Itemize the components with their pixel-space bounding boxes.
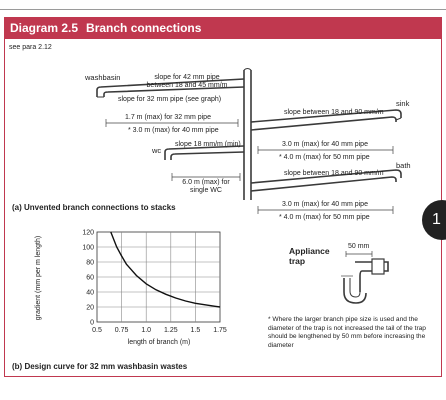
diagram-title: Branch connections	[86, 21, 202, 35]
chart-x-tick-label: 1.5	[190, 327, 201, 334]
chart-y-tick-label: 120	[82, 229, 94, 237]
bottom-rule	[4, 376, 442, 377]
chart-x-tick-label: 1.0	[141, 327, 152, 334]
bath-label: bath	[396, 161, 411, 170]
caption-b: (b) Design curve for 32 mm washbasin wastes	[12, 362, 188, 371]
washbasin-length-32: 1.7 m (max) for 32 mm pipe	[125, 114, 211, 121]
caption-a: (a) Unvented branch connections to stacks	[12, 203, 176, 212]
slope-42-line1: slope for 42 mm pipe	[154, 74, 220, 81]
wc-length-line1: 6.0 m (max) for	[182, 179, 230, 186]
sink-slope-label: slope between 18 and 90 mm/m	[284, 109, 384, 116]
appliance-trap-label-line2: trap	[289, 256, 306, 266]
trap-dimension-label: 50 mm	[348, 243, 370, 250]
wc-slope-label: slope 18 mm/m (min)	[175, 141, 241, 148]
chart-x-tick-label: 0.5	[92, 327, 102, 334]
bath-length-40: 3.0 m (max) for 40 mm pipe	[282, 201, 368, 208]
appliance-trap-label-line1: Appliance	[289, 246, 330, 256]
chart-y-axis-label: gradient (mm per m length)	[35, 235, 42, 321]
sink-length-40: 3.0 m (max) for 40 mm pipe	[282, 141, 368, 148]
chart-y-tick-label: 20	[86, 304, 94, 312]
para-reference: see para 2.12	[9, 44, 52, 51]
trap-footnote: * Where the larger branch pipe size is used and the diameter of the trap is not increased the tail of the trap should be lengthened by 50 mm before increasing the diameter	[268, 316, 426, 349]
chart-y-tick-label: 80	[86, 259, 94, 267]
bath-length-50: * 4.0 m (max) for 50 mm pipe	[279, 214, 370, 221]
chapter-tab: 1	[422, 200, 446, 240]
sink-label: sink	[396, 99, 410, 108]
chart-x-tick-label: 1.75	[213, 327, 227, 334]
wc-label: wc	[152, 146, 162, 155]
washbasin-length-40: * 3.0 m (max) for 40 mm pipe	[128, 127, 219, 134]
chart-x-tick-label: 1.25	[163, 327, 178, 334]
chart-design-curve	[111, 232, 220, 307]
washbasin-label: washbasin	[85, 73, 121, 82]
slope-32-label: slope for 32 mm pipe (see graph)	[118, 96, 222, 103]
chart-y-tick-label: 40	[86, 289, 94, 297]
chart-x-tick-label: 0.75	[114, 327, 129, 334]
diagram-number: Diagram 2.5	[10, 21, 79, 35]
chart-x-axis-label: length of branch (m)	[127, 339, 191, 346]
bath-slope-label: slope between 18 and 90 mm/m	[284, 170, 384, 177]
chart-y-tick-label: 0	[90, 319, 94, 327]
chart-y-tick-label: 60	[86, 274, 94, 282]
wc-length-line2: single WC	[190, 187, 222, 194]
slope-42-line2: between 18 and 45 mm/m	[146, 82, 228, 89]
sink-length-50: * 4.0 m (max) for 50 mm pipe	[279, 154, 370, 161]
chart-y-tick-label: 100	[82, 244, 94, 252]
